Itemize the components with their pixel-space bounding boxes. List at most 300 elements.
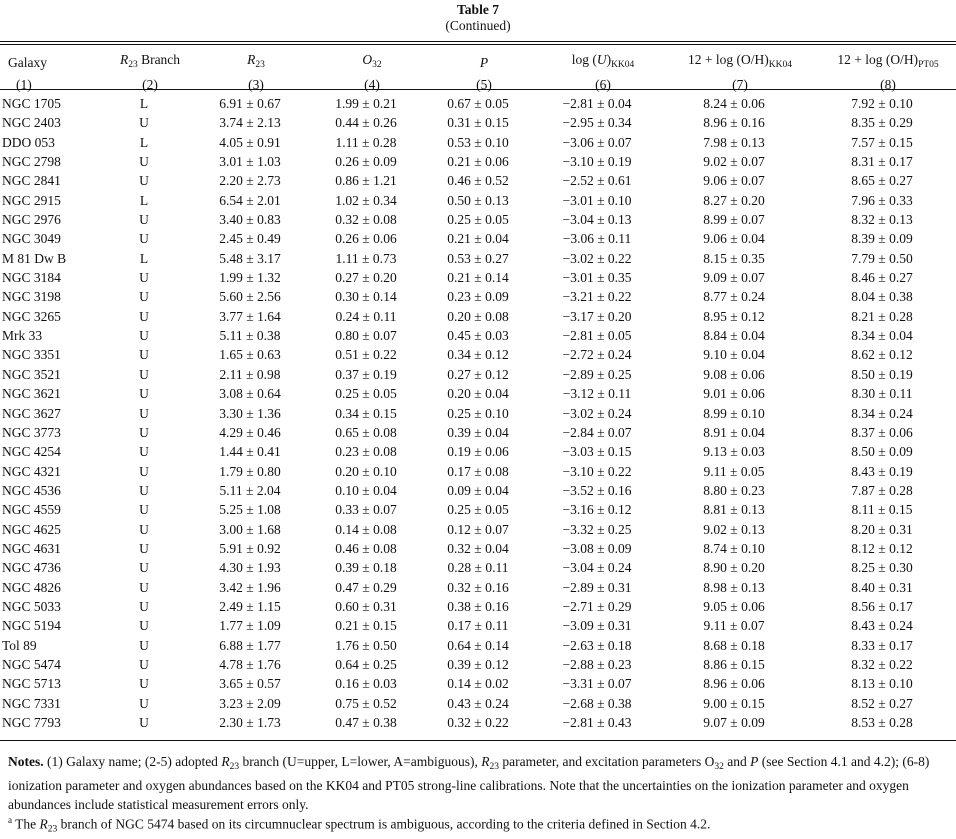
- oh-kk04-cell: 9.05 ± 0.06: [703, 598, 765, 614]
- p-cell: 0.32 ± 0.16: [447, 579, 509, 595]
- r23-cell: 3.08 ± 0.64: [219, 386, 281, 402]
- table-footnote: $^a$ The $R_{23}$ branch of NGC 5474 based on its circumnuclear spectrum is ambiguous, according to the criteria defined in Section 4.2.: [8, 815, 711, 835]
- branch-cell: U: [139, 270, 149, 286]
- log-u-cell: −3.04 ± 0.24: [562, 560, 632, 576]
- r23-cell: 5.11 ± 2.04: [219, 482, 281, 498]
- oh-kk04-cell: 8.84 ± 0.04: [703, 328, 765, 344]
- r23-cell: 4.78 ± 1.76: [219, 656, 281, 672]
- r23-cell: 3.01 ± 1.03: [219, 154, 281, 170]
- branch-cell: U: [139, 618, 149, 634]
- header-row: [0, 50, 956, 75]
- log-u-cell: −3.09 ± 0.31: [562, 618, 632, 634]
- table-row: [0, 268, 956, 287]
- branch-cell: U: [139, 579, 149, 595]
- header-p: P: [479, 55, 489, 70]
- oh-pt05-cell: 8.46 ± 0.27: [851, 270, 913, 286]
- p-cell: 0.27 ± 0.12: [447, 366, 509, 382]
- branch-cell: U: [139, 289, 149, 305]
- p-cell: 0.21 ± 0.04: [447, 231, 509, 247]
- branch-cell: U: [139, 366, 149, 382]
- header-number: (6): [595, 77, 611, 92]
- branch-cell: U: [139, 676, 149, 692]
- oh-pt05-cell: 8.31 ± 0.17: [851, 154, 913, 170]
- table-row: [0, 578, 956, 597]
- r23-cell: 5.60 ± 2.56: [219, 289, 281, 305]
- oh-pt05-cell: 8.04 ± 0.38: [851, 289, 913, 305]
- branch-cell: U: [139, 405, 149, 421]
- header-number-row: [0, 75, 956, 94]
- galaxy-cell: NGC 2403: [2, 115, 61, 131]
- branch-cell: U: [139, 173, 149, 189]
- oh-kk04-cell: 9.02 ± 0.13: [703, 521, 765, 537]
- bottom-rule: [0, 740, 956, 741]
- oh-pt05-cell: 8.34 ± 0.24: [851, 405, 913, 421]
- galaxy-cell: NGC 2798: [2, 154, 61, 170]
- table-title: Table 7: [457, 2, 499, 17]
- galaxy-cell: NGC 5033: [2, 598, 61, 614]
- oh-pt05-cell: 7.96 ± 0.33: [851, 192, 913, 208]
- table-row: [0, 481, 956, 500]
- table-row: [0, 558, 956, 577]
- branch-cell: U: [139, 463, 149, 479]
- galaxy-cell: NGC 3773: [2, 424, 61, 440]
- galaxy-cell: NGC 1705: [2, 96, 61, 111]
- log-u-cell: −3.17 ± 0.20: [562, 308, 632, 324]
- oh-pt05-cell: 8.32 ± 0.22: [851, 656, 913, 672]
- branch-cell: U: [139, 231, 149, 247]
- oh-pt05-cell: 8.50 ± 0.09: [851, 444, 913, 460]
- galaxy-cell: M 81 Dw B: [2, 250, 67, 266]
- table-row: [0, 500, 956, 519]
- table-row: [0, 133, 956, 152]
- table-row: [0, 152, 956, 171]
- galaxy-cell: NGC 2976: [2, 212, 61, 228]
- oh-pt05-cell: 8.50 ± 0.19: [851, 366, 913, 382]
- oh-kk04-cell: 8.99 ± 0.07: [703, 212, 765, 228]
- galaxy-cell: NGC 4559: [2, 502, 61, 518]
- oh-pt05-cell: 7.87 ± 0.28: [851, 482, 913, 498]
- oh-pt05-cell: 8.43 ± 0.24: [851, 618, 913, 634]
- o32-cell: 0.32 ± 0.08: [335, 212, 397, 228]
- r23-cell: 2.45 ± 0.49: [219, 231, 281, 247]
- oh-pt05-cell: 8.65 ± 0.27: [851, 173, 913, 189]
- galaxy-cell: NGC 3049: [2, 231, 61, 247]
- top-rule: [0, 41, 956, 42]
- table-row: [0, 442, 956, 461]
- header-branch: $R_{23}$ Branch: [119, 52, 181, 70]
- table-row: [0, 674, 956, 693]
- oh-pt05-cell: 8.11 ± 0.15: [851, 502, 913, 518]
- branch-cell: U: [139, 482, 149, 498]
- r23-cell: 5.91 ± 0.92: [219, 540, 281, 556]
- table-header: [0, 50, 956, 94]
- r23-cell: 3.65 ± 0.57: [219, 676, 281, 692]
- log-u-cell: −2.68 ± 0.38: [562, 695, 632, 711]
- branch-cell: U: [139, 598, 149, 614]
- galaxy-cell: NGC 4536: [2, 482, 61, 498]
- oh-pt05-cell: 8.52 ± 0.27: [851, 695, 913, 711]
- branch-cell: L: [139, 134, 149, 150]
- log-u-cell: −2.89 ± 0.31: [562, 579, 632, 595]
- p-cell: 0.20 ± 0.08: [447, 308, 509, 324]
- oh-kk04-cell: 9.01 ± 0.06: [703, 386, 765, 402]
- o32-cell: 1.02 ± 0.34: [335, 192, 397, 208]
- p-cell: 0.25 ± 0.05: [447, 502, 509, 518]
- o32-cell: 0.47 ± 0.29: [335, 579, 397, 595]
- log-u-cell: −3.52 ± 0.16: [562, 482, 632, 498]
- galaxy-cell: DDO 053: [2, 134, 55, 150]
- oh-kk04-cell: 8.24 ± 0.06: [703, 96, 765, 111]
- o32-cell: 0.75 ± 0.52: [335, 695, 397, 711]
- oh-kk04-cell: 8.96 ± 0.06: [703, 676, 765, 692]
- oh-pt05-cell: 7.92 ± 0.10: [851, 96, 913, 111]
- table-subtitle: (Continued): [445, 18, 511, 33]
- oh-pt05-cell: 8.21 ± 0.28: [851, 308, 913, 324]
- branch-cell: L: [139, 96, 149, 111]
- oh-pt05-cell: 8.20 ± 0.31: [851, 521, 913, 537]
- p-cell: 0.17 ± 0.08: [447, 463, 509, 479]
- branch-cell: U: [139, 308, 149, 324]
- table-row: [0, 249, 956, 268]
- oh-kk04-cell: 9.00 ± 0.15: [703, 695, 765, 711]
- table-row: [0, 404, 956, 423]
- r23-cell: 2.30 ± 1.73: [219, 715, 281, 730]
- galaxy-cell: NGC 4826: [2, 579, 61, 595]
- o32-cell: 0.51 ± 0.22: [335, 347, 397, 363]
- log-u-cell: −2.95 ± 0.34: [562, 115, 632, 131]
- r23-cell: 6.54 ± 2.01: [219, 192, 281, 208]
- r23-cell: 5.48 ± 3.17: [219, 250, 281, 266]
- branch-cell: U: [139, 444, 149, 460]
- log-u-cell: −3.06 ± 0.11: [562, 231, 632, 247]
- oh-pt05-cell: 8.62 ± 0.12: [851, 347, 913, 363]
- galaxy-cell: NGC 4625: [2, 521, 61, 537]
- o32-cell: 0.44 ± 0.26: [335, 115, 397, 131]
- oh-kk04-cell: 9.07 ± 0.09: [703, 715, 765, 730]
- oh-kk04-cell: 8.80 ± 0.23: [703, 482, 765, 498]
- p-cell: 0.34 ± 0.12: [447, 347, 509, 363]
- r23-cell: 3.42 ± 1.96: [219, 579, 281, 595]
- table-body: [0, 94, 956, 732]
- r23-cell: 2.20 ± 2.73: [219, 173, 281, 189]
- header-number: (8): [880, 77, 896, 92]
- r23-cell: 6.88 ± 1.77: [219, 637, 281, 653]
- log-u-cell: −3.31 ± 0.07: [562, 676, 632, 692]
- galaxy-cell: NGC 3621: [2, 386, 61, 402]
- p-cell: 0.12 ± 0.07: [447, 521, 509, 537]
- p-cell: 0.14 ± 0.02: [447, 676, 509, 692]
- p-cell: 0.43 ± 0.24: [447, 695, 509, 711]
- o32-cell: 0.24 ± 0.11: [335, 308, 397, 324]
- p-cell: 0.45 ± 0.03: [447, 328, 509, 344]
- oh-kk04-cell: 8.99 ± 0.10: [703, 405, 765, 421]
- oh-pt05-cell: 8.43 ± 0.19: [851, 463, 913, 479]
- branch-cell: U: [139, 424, 149, 440]
- galaxy-cell: NGC 5474: [2, 656, 61, 672]
- header-number: (3): [248, 77, 264, 92]
- r23-cell: 1.65 ± 0.63: [219, 347, 281, 363]
- header-r23: $R_{23}$: [247, 52, 265, 70]
- log-u-cell: −2.52 ± 0.61: [562, 173, 632, 189]
- log-u-cell: −3.03 ± 0.15: [562, 444, 632, 460]
- branch-cell: U: [139, 695, 149, 711]
- log-u-cell: −2.84 ± 0.07: [562, 424, 632, 440]
- p-cell: 0.28 ± 0.11: [447, 560, 509, 576]
- oh-kk04-cell: 8.90 ± 0.20: [703, 560, 765, 576]
- table-notes: Notes. (1) Galaxy name; (2-5) adopted $R_{23}$ branch (U=upper, L=lower, A=ambiguous), $R_{23}$ parameter, and excitation parameters $O_{32}$ and P (see Section 4.1 and 4.2); (6-8) ionization parameter and oxygen abundances based on the KK04 and PT05 strong-line calibrations. Note that the uncertainties on the ionization parameter and oxygen abundances include statistical measurement errors only.: [8, 754, 930, 812]
- log-u-cell: −2.81 ± 0.43: [562, 715, 632, 730]
- o32-cell: 0.10 ± 0.04: [335, 482, 397, 498]
- r23-cell: 6.91 ± 0.67: [219, 96, 281, 111]
- oh-kk04-cell: 9.08 ± 0.06: [703, 366, 765, 382]
- o32-cell: 0.80 ± 0.07: [335, 328, 397, 344]
- oh-pt05-cell: 8.33 ± 0.17: [851, 637, 913, 653]
- o32-cell: 1.99 ± 0.21: [335, 96, 397, 111]
- galaxy-cell: NGC 4631: [2, 540, 61, 556]
- oh-kk04-cell: 8.86 ± 0.15: [703, 656, 765, 672]
- branch-cell: U: [139, 328, 149, 344]
- branch-cell: U: [139, 637, 149, 653]
- oh-pt05-cell: 8.25 ± 0.30: [851, 560, 913, 576]
- o32-cell: 0.46 ± 0.08: [335, 540, 397, 556]
- table-row: [0, 113, 956, 132]
- log-u-cell: −3.32 ± 0.25: [562, 521, 632, 537]
- header-oh-pt05: $12 + \log (O/H)_{PT05}$: [837, 52, 939, 70]
- top-rule-double: [0, 44, 956, 45]
- galaxy-cell: NGC 7331: [2, 695, 61, 711]
- p-cell: 0.19 ± 0.06: [447, 444, 509, 460]
- o32-cell: 0.64 ± 0.25: [335, 656, 397, 672]
- table-row: [0, 191, 956, 210]
- table-row: [0, 539, 956, 558]
- p-cell: 0.39 ± 0.12: [447, 656, 509, 672]
- galaxy-cell: NGC 7793: [2, 715, 61, 730]
- o32-cell: 1.11 ± 0.28: [335, 134, 397, 150]
- o32-cell: 0.21 ± 0.15: [335, 618, 397, 634]
- galaxy-cell: NGC 3265: [2, 308, 61, 324]
- branch-cell: U: [139, 154, 149, 170]
- o32-cell: 0.34 ± 0.15: [335, 405, 397, 421]
- branch-cell: L: [139, 192, 149, 208]
- table-row: [0, 345, 956, 364]
- log-u-cell: −3.01 ± 0.10: [562, 192, 632, 208]
- r23-cell: 4.30 ± 1.93: [219, 560, 281, 576]
- table-row: [0, 520, 956, 539]
- p-cell: 0.67 ± 0.05: [447, 96, 509, 111]
- branch-cell: U: [139, 521, 149, 537]
- oh-pt05-cell: 8.34 ± 0.04: [851, 328, 913, 344]
- table-row: [0, 307, 956, 326]
- branch-cell: U: [139, 386, 149, 402]
- branch-cell: U: [139, 715, 149, 730]
- o32-cell: 0.30 ± 0.14: [335, 289, 397, 305]
- galaxy-cell: NGC 4736: [2, 560, 61, 576]
- o32-cell: 0.20 ± 0.10: [335, 463, 397, 479]
- table-row: [0, 462, 956, 481]
- table-row: [0, 384, 956, 403]
- galaxy-cell: NGC 5194: [2, 618, 61, 634]
- table-row: [0, 229, 956, 248]
- log-u-cell: −3.10 ± 0.19: [562, 154, 632, 170]
- oh-kk04-cell: 8.81 ± 0.13: [703, 502, 765, 518]
- table-row: [0, 326, 956, 345]
- galaxy-cell: NGC 3198: [2, 289, 61, 305]
- galaxy-cell: Mrk 33: [2, 328, 43, 344]
- r23-cell: 3.74 ± 2.13: [219, 115, 281, 131]
- log-u-cell: −3.08 ± 0.09: [562, 540, 632, 556]
- r23-cell: 1.79 ± 0.80: [219, 463, 281, 479]
- o32-cell: 0.27 ± 0.20: [335, 270, 397, 286]
- log-u-cell: −3.02 ± 0.24: [562, 405, 632, 421]
- oh-kk04-cell: 8.74 ± 0.10: [703, 540, 765, 556]
- oh-kk04-cell: 8.95 ± 0.12: [703, 308, 765, 324]
- branch-cell: U: [139, 115, 149, 131]
- o32-cell: 0.65 ± 0.08: [335, 424, 397, 440]
- oh-pt05-cell: 8.40 ± 0.31: [851, 579, 913, 595]
- header-number: (7): [732, 77, 748, 92]
- galaxy-cell: NGC 2841: [2, 173, 61, 189]
- oh-pt05-cell: 8.56 ± 0.17: [851, 598, 913, 614]
- oh-pt05-cell: 8.35 ± 0.29: [851, 115, 913, 131]
- oh-kk04-cell: 8.77 ± 0.24: [703, 289, 765, 305]
- galaxy-cell: NGC 4321: [2, 463, 61, 479]
- p-cell: 0.17 ± 0.11: [447, 618, 509, 634]
- galaxy-cell: NGC 3351: [2, 347, 61, 363]
- oh-pt05-cell: 8.37 ± 0.06: [851, 424, 913, 440]
- table-row: [0, 636, 956, 655]
- oh-kk04-cell: 9.11 ± 0.07: [703, 618, 765, 634]
- r23-cell: 3.00 ± 1.68: [219, 521, 281, 537]
- p-cell: 0.25 ± 0.05: [447, 212, 509, 228]
- header-number: (4): [364, 77, 380, 92]
- galaxy-cell: NGC 3521: [2, 366, 61, 382]
- table-row: [0, 597, 956, 616]
- p-cell: 0.64 ± 0.14: [447, 637, 509, 653]
- p-cell: 0.21 ± 0.14: [447, 270, 509, 286]
- galaxy-cell: NGC 3184: [2, 270, 61, 286]
- r23-cell: 2.11 ± 0.98: [219, 366, 281, 382]
- galaxy-cell: NGC 3627: [2, 405, 61, 421]
- p-cell: 0.32 ± 0.22: [447, 715, 509, 730]
- oh-kk04-cell: 9.13 ± 0.03: [703, 444, 765, 460]
- p-cell: 0.39 ± 0.04: [447, 424, 509, 440]
- p-cell: 0.46 ± 0.52: [447, 173, 509, 189]
- log-u-cell: −2.72 ± 0.24: [562, 347, 632, 363]
- data-table: [0, 94, 956, 732]
- log-u-cell: −2.88 ± 0.23: [562, 656, 632, 672]
- oh-kk04-cell: 9.09 ± 0.07: [703, 270, 765, 286]
- table-row: [0, 655, 956, 674]
- r23-cell: 3.40 ± 0.83: [219, 212, 281, 228]
- oh-kk04-cell: 9.10 ± 0.04: [703, 347, 765, 363]
- oh-pt05-cell: 7.79 ± 0.50: [851, 250, 913, 266]
- log-u-cell: −3.10 ± 0.22: [562, 463, 632, 479]
- table-row: [0, 616, 956, 635]
- o32-cell: 0.16 ± 0.03: [335, 676, 397, 692]
- oh-kk04-cell: 8.96 ± 0.16: [703, 115, 765, 131]
- p-cell: 0.53 ± 0.10: [447, 134, 509, 150]
- oh-kk04-cell: 9.11 ± 0.05: [703, 463, 765, 479]
- o32-cell: 0.25 ± 0.05: [335, 386, 397, 402]
- oh-kk04-cell: 8.68 ± 0.18: [703, 637, 765, 653]
- p-cell: 0.21 ± 0.06: [447, 154, 509, 170]
- header-log-u: $\log (U)_{KK04}$: [571, 52, 635, 70]
- r23-cell: 4.05 ± 0.91: [219, 134, 281, 150]
- log-u-cell: −2.63 ± 0.18: [562, 637, 632, 653]
- branch-cell: U: [139, 540, 149, 556]
- table-row: [0, 694, 956, 713]
- oh-pt05-cell: 8.30 ± 0.11: [851, 386, 913, 402]
- r23-cell: 5.11 ± 0.38: [219, 328, 281, 344]
- log-u-cell: −3.06 ± 0.07: [562, 134, 632, 150]
- header-oh-kk04: $12 + \log (O/H)_{KK04}$: [688, 52, 792, 70]
- r23-cell: 1.44 ± 0.41: [219, 444, 281, 460]
- p-cell: 0.50 ± 0.13: [447, 192, 509, 208]
- r23-cell: 1.99 ± 1.32: [219, 270, 281, 286]
- oh-pt05-cell: 8.53 ± 0.28: [851, 715, 913, 730]
- oh-pt05-cell: 8.12 ± 0.12: [851, 540, 913, 556]
- branch-cell: U: [139, 502, 149, 518]
- p-cell: 0.23 ± 0.09: [447, 289, 509, 305]
- galaxy-cell: NGC 5713: [2, 676, 61, 692]
- header-o32: $O_{32}$: [362, 52, 382, 70]
- o32-cell: 0.33 ± 0.07: [335, 502, 397, 518]
- oh-pt05-cell: 8.13 ± 0.10: [851, 676, 913, 692]
- p-cell: 0.38 ± 0.16: [447, 598, 509, 614]
- p-cell: 0.09 ± 0.04: [447, 482, 509, 498]
- header-number: (1): [16, 77, 32, 92]
- o32-cell: 0.23 ± 0.08: [335, 444, 397, 460]
- p-cell: 0.25 ± 0.10: [447, 405, 509, 421]
- oh-kk04-cell: 8.98 ± 0.13: [703, 579, 765, 595]
- table-row: [0, 94, 956, 113]
- p-cell: 0.53 ± 0.27: [447, 250, 509, 266]
- branch-cell: U: [139, 656, 149, 672]
- log-u-cell: −3.01 ± 0.35: [562, 270, 632, 286]
- r23-cell: 2.49 ± 1.15: [219, 598, 281, 614]
- log-u-cell: −2.81 ± 0.05: [562, 328, 632, 344]
- branch-cell: U: [139, 212, 149, 228]
- oh-kk04-cell: 7.98 ± 0.13: [703, 134, 765, 150]
- table-row: [0, 210, 956, 229]
- o32-cell: 0.26 ± 0.06: [335, 231, 397, 247]
- oh-kk04-cell: 8.91 ± 0.04: [703, 424, 765, 440]
- o32-cell: 0.60 ± 0.31: [335, 598, 397, 614]
- branch-cell: U: [139, 560, 149, 576]
- o32-cell: 0.37 ± 0.19: [335, 366, 397, 382]
- log-u-cell: −2.81 ± 0.04: [562, 96, 632, 111]
- log-u-cell: −2.71 ± 0.29: [562, 598, 632, 614]
- table-row: [0, 713, 956, 732]
- o32-cell: 0.26 ± 0.09: [335, 154, 397, 170]
- o32-cell: 1.76 ± 0.50: [335, 637, 397, 653]
- log-u-cell: −3.02 ± 0.22: [562, 250, 632, 266]
- table-row: [0, 365, 956, 384]
- r23-cell: 4.29 ± 0.46: [219, 424, 281, 440]
- header-galaxy: Galaxy: [8, 55, 47, 70]
- p-cell: 0.32 ± 0.04: [447, 540, 509, 556]
- o32-cell: 0.39 ± 0.18: [335, 560, 397, 576]
- oh-kk04-cell: 8.27 ± 0.20: [703, 192, 765, 208]
- log-u-cell: −3.21 ± 0.22: [562, 289, 632, 305]
- r23-cell: 3.23 ± 2.09: [219, 695, 281, 711]
- galaxy-cell: NGC 4254: [2, 444, 61, 460]
- r23-cell: 5.25 ± 1.08: [219, 502, 281, 518]
- galaxy-cell: Tol 89: [2, 637, 37, 653]
- oh-kk04-cell: 9.06 ± 0.04: [703, 231, 765, 247]
- log-u-cell: −3.12 ± 0.11: [562, 386, 632, 402]
- table-row: [0, 171, 956, 190]
